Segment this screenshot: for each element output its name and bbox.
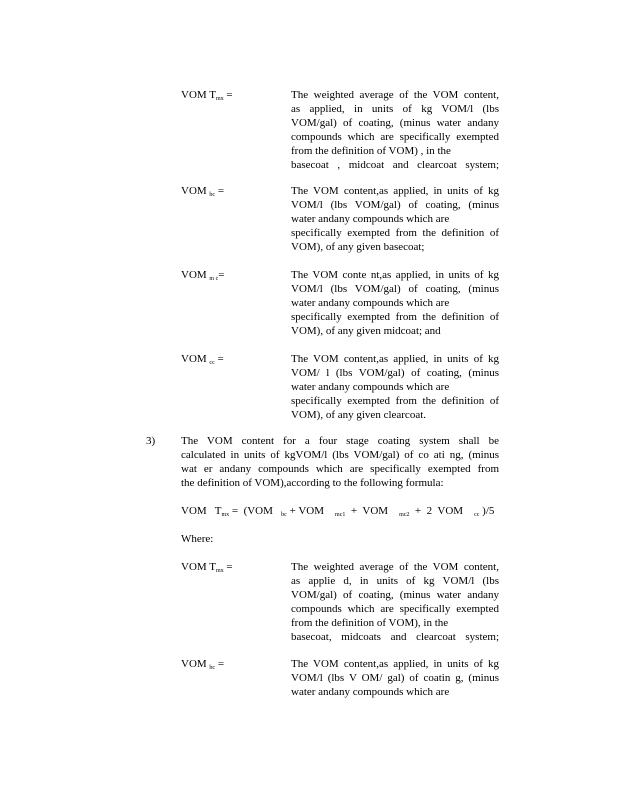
formula-text: )/5	[479, 505, 495, 517]
definition-line: water andany compounds which are	[291, 213, 450, 225]
definition-line: The weighted average of the VOM content,	[291, 89, 499, 101]
term-vom-tmx-2: VOM $T_{mx}$ =	[181, 561, 233, 574]
formula-text: + VOM	[286, 505, 336, 517]
definition-line: specifically exempted from the definition of	[291, 395, 499, 407]
definition-vom-mc	[291, 268, 499, 338]
formula-subscript: bc	[281, 512, 287, 518]
definition-line: The VOM content,as applied, in units of kg	[291, 185, 499, 197]
definition-vom-bc	[291, 184, 499, 254]
paragraph-line: wat er andany compounds which are specifically exempted from	[181, 463, 499, 475]
definition-line: VOM/l (lbs VOM/gal) of coating, (minus	[291, 283, 499, 295]
definition-line: basecoat , midcoat and clearcoat system;	[291, 159, 499, 171]
definition-line: VOM), of any given midcoat; and	[291, 325, 441, 337]
term-vom-tmx: VOM $T_{mx}$ =	[181, 89, 233, 102]
formula	[181, 504, 494, 522]
definition-line: VOM), of any given clearcoat.	[291, 409, 427, 421]
definition-line: VOM/ l (lbs VOM/gal) of coating, (minus	[291, 367, 499, 379]
formula-text: VOM T	[181, 505, 222, 517]
term-vom-mc: VOM $_{m c}$=	[181, 269, 225, 282]
definition-line: compounds which are specifically exempted	[291, 603, 499, 615]
definition-vom-bc-2	[291, 657, 499, 699]
term-vom-bc: VOM $_{bc}$ =	[181, 185, 225, 198]
definition-line: VOM/gal) of coating, (minus water andany	[291, 117, 499, 129]
definition-line: The VOM conte nt,as applied, in units of kg	[291, 269, 499, 281]
definition-line: from the definition of VOM), in the	[291, 617, 449, 629]
definition-line: compounds which are specifically exempted	[291, 131, 499, 143]
formula-subscript: mx	[221, 512, 230, 518]
formula-text: + 2 VOM	[409, 505, 475, 517]
definition-line: as applie d, in units of kg VOM/l (lbs	[291, 575, 499, 587]
definition-line: VOM/l (lbs V OM/ gal) of coatin g, (minus	[291, 672, 499, 684]
paragraph-line: the definition of VOM),according to the following formula:	[181, 477, 444, 489]
definition-vom-tmx-2	[291, 560, 499, 644]
where-label: Where:	[181, 533, 214, 545]
definition-line: water andany compounds which are	[291, 297, 450, 309]
term-vom-cc: VOM $_{cc}$ =	[181, 353, 224, 366]
definition-line: as applied, in units of kg VOM/l (lbs	[291, 103, 499, 115]
definition-line: VOM/l (lbs VOM/gal) of coating, (minus	[291, 199, 499, 211]
definition-line: water andany compounds which are	[291, 381, 450, 393]
paragraph-line: The VOM content for a four stage coating system shall be	[181, 435, 499, 447]
definition-line: The weighted average of the VOM content,	[291, 561, 499, 573]
definition-line: specifically exempted from the definition of	[291, 311, 499, 323]
item-3-paragraph	[181, 434, 499, 490]
definition-line: VOM/gal) of coating, (minus water andany	[291, 589, 499, 601]
formula-text: + VOM	[345, 505, 400, 517]
formula-subscript: mc2	[399, 512, 410, 518]
formula-text: = (VOM	[229, 505, 282, 517]
paragraph-line: calculated in units of kgVOM/l (lbs VOM/gal) of co ati ng, (minus	[181, 449, 499, 461]
definition-line: specifically exempted from the definition of	[291, 227, 499, 239]
definition-line: from the definition of VOM) , in the	[291, 145, 451, 157]
definition-line: The VOM content,as applied, in units of kg	[291, 353, 499, 365]
definition-line: basecoat, midcoats and clearcoat system;	[291, 631, 499, 643]
formula-subscript: mc1	[335, 512, 346, 518]
definition-vom-tmx	[291, 88, 499, 172]
formula-subscript: cc	[474, 512, 480, 518]
item-number: 3)	[146, 435, 156, 447]
definition-line: water andany compounds which are	[291, 686, 450, 698]
definition-line: The VOM content,as applied, in units of kg	[291, 658, 499, 670]
definition-vom-cc	[291, 352, 499, 422]
definition-line: VOM), of any given basecoat;	[291, 241, 425, 253]
term-vom-bc-2: VOM $_{bc}$ =	[181, 658, 225, 671]
